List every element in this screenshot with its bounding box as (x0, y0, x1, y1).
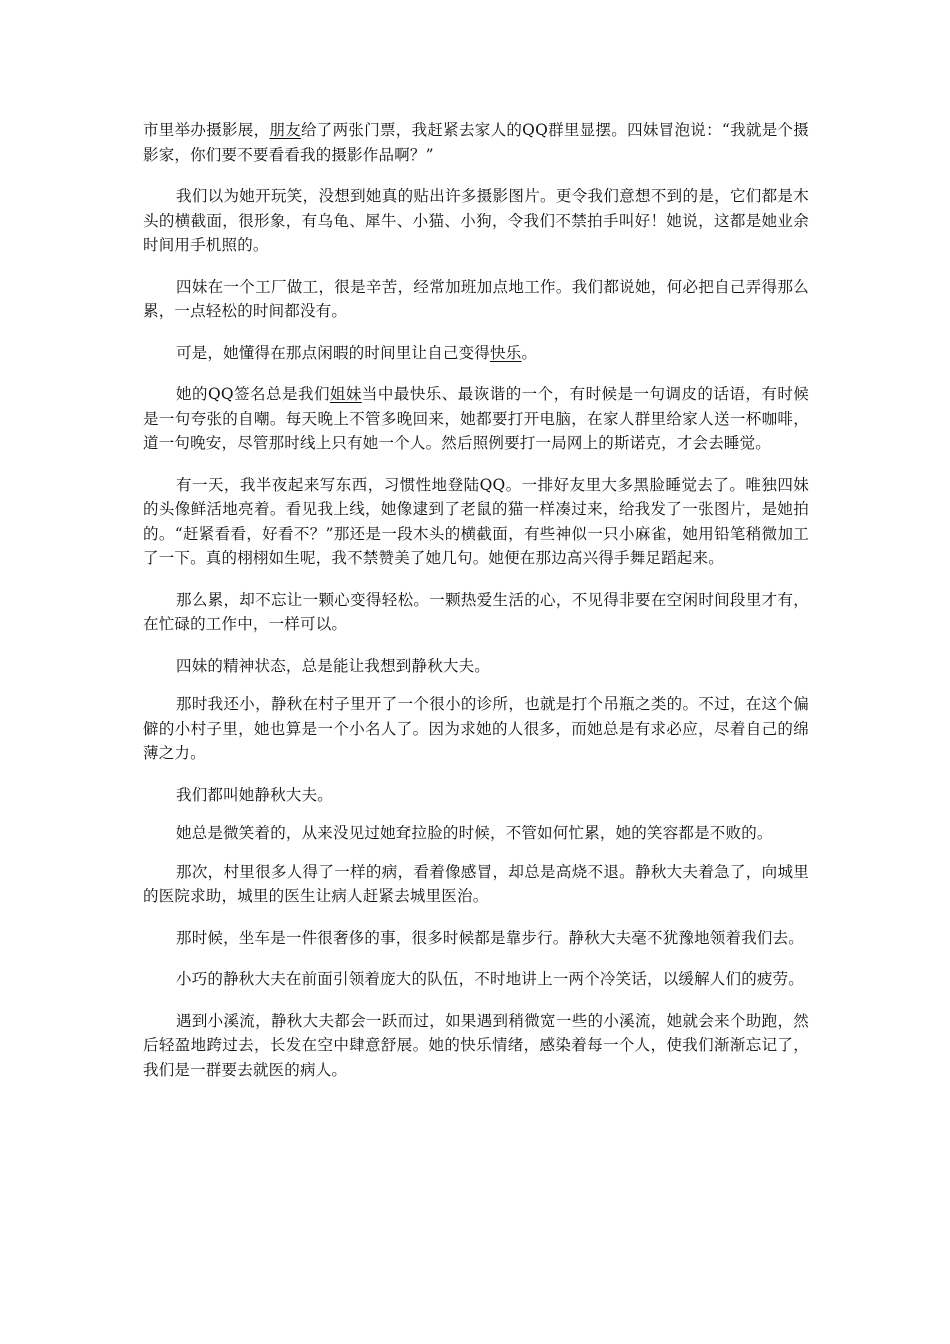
paragraph-4-text-b: 。 (521, 343, 538, 362)
paragraph-1 (143, 118, 809, 167)
paragraph-3: 四妹在一个工厂做工，很是辛苦，经常加班加点地工作。我们都说她，何必把自己弄得那么累，一点轻松的时间都没有。 (143, 277, 809, 320)
article-body (143, 118, 809, 1099)
paragraph-10: 我们都叫她静秋大夫。 (176, 785, 334, 804)
paragraph-4-text-a: 可是，她懂得在那点闲暇的时间里让自己变得 (176, 343, 491, 362)
paragraph-4 (143, 341, 809, 366)
friend-link[interactable]: 朋友 (269, 121, 301, 139)
paragraph-13: 那时候，坐车是一件很奢侈的事，很多时候都是靠步行。静秋大夫毫不犹豫地领着我们去。 (176, 928, 805, 947)
paragraph-12: 那次，村里很多人得了一样的病，看着像感冒，却总是高烧不退。静秋大夫着急了，向城里的医院求助，城里的医生让病人赶紧去城里医治。 (143, 862, 809, 905)
paragraph-6: 有一天，我半夜起来写东西，习惯性地登陆QQ。一排好友里大多黑脸睡觉去了。唯独四妹的头像鲜活地亮着。看见我上线，她像逮到了老鼠的猫一样凑过来，给我发了一张图片，是她拍的。“赶紧看看，好看不？”那还是一段木头的横截面，有些神似一只小麻雀，她用铅笔稍微加工了一下。真的栩栩如生呢，我不禁赞美了她几句。她便在那边高兴得手舞足蹈起来。 (143, 475, 809, 567)
paragraph-5-text-b: 当中最快乐、最诙谐的一个，有时候是一句调皮的话语，有时候是一句夸张的自嘲。每天晚上不管多晚回来，她都要打开电脑，在家人群里给家人送一杯咖啡，道一句晚安，尽管那时线上只有她一个人。然后照例要打一局网上的斯诺克，才会去睡觉。 (143, 385, 809, 452)
sisters-link[interactable]: 姐妹 (329, 385, 362, 403)
paragraph-11: 她总是微笑着的，从来没见过她耷拉脸的时候，不管如何忙累，她的笑容都是不败的。 (176, 824, 773, 842)
paragraph-15: 遇到小溪流，静秋大夫都会一跃而过，如果遇到稍微宽一些的小溪流，她就会来个助跑，然后轻盈地跨过去，长发在空中肆意舒展。她的快乐情绪，感染着每一个人，使我们渐渐忘记了，我们是一群要去就医的病人。 (143, 1011, 809, 1079)
paragraph-1-text-a: 市里举办摄影展， (143, 121, 270, 139)
paragraph-8: 四妹的精神状态，总是能让我想到静秋大夫。 (176, 656, 491, 675)
paragraph-5 (143, 382, 809, 456)
paragraph-5-text-a: 她的QQ签名总是我们 (176, 385, 330, 403)
happiness-link[interactable]: 快乐 (490, 343, 522, 362)
paragraph-14: 小巧的静秋大夫在前面引领着庞大的队伍，不时地讲上一两个冷笑话，以缓解人们的疲劳。 (176, 970, 805, 988)
paragraph-7: 那么累，却不忘让一颗心变得轻松。一颗热爱生活的心，不见得非要在空闲时间段里才有，在忙碌的工作中，一样可以。 (143, 590, 809, 633)
paragraph-2: 我们以为她开玩笑，没想到她真的贴出许多摄影图片。更令我们意想不到的是，它们都是木头的横截面，很形象，有乌龟、犀牛、小猫、小狗，令我们不禁拍手叫好！她说，这都是她业余时间用手机照的。 (143, 187, 809, 254)
paragraph-1-text-b: 给了两张门票，我赶紧去家人的QQ群里显摆。四妹冒泡说：“我就是个摄影家，你们要不要看看我的摄影作品啊？” (143, 121, 809, 164)
paragraph-9: 那时我还小，静秋在村子里开了一个很小的诊所，也就是打个吊瓶之类的。不过，在这个偏僻的小村子里，她也算是一个小名人了。因为求她的人很多，而她总是有求必应，尽着自己的绵薄之力。 (143, 695, 809, 762)
